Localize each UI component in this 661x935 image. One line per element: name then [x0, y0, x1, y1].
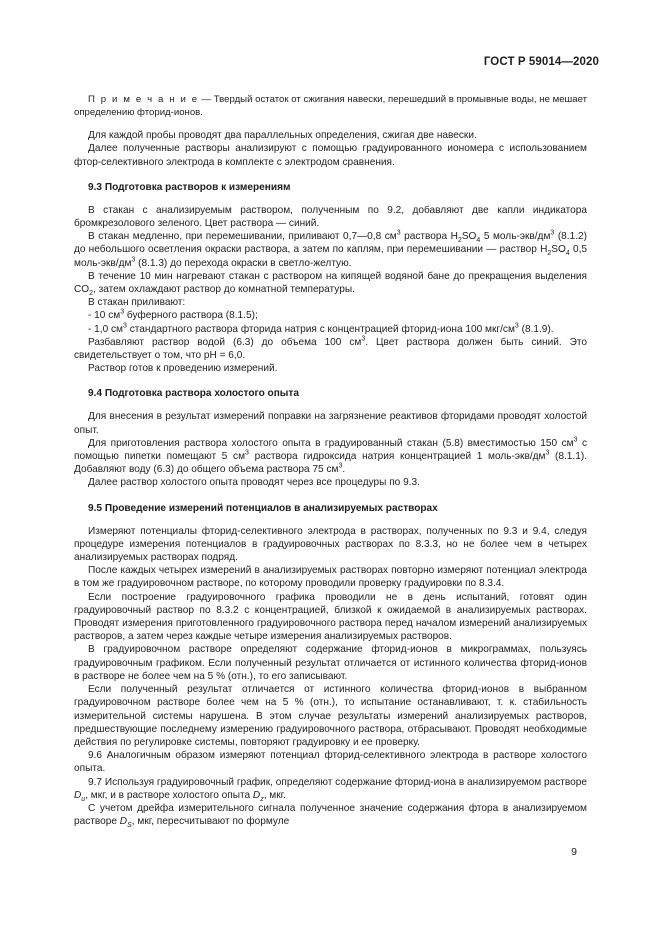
list-item-text: - 1,0 см — [88, 323, 123, 335]
list-item-text: стандартного раствора фторида натрия с концентрацией фторид-иона 100 мкг/см — [126, 323, 515, 335]
superscript: 3 — [123, 322, 127, 330]
s93-p5-text: Разбавляют раствор водой (6.3) до объема 100 см — [88, 336, 362, 348]
s95-paragraph-2: После каждых четырех измерений в анализируемых растворах повторно измеряют потенциал электрода в том же градуировочном растворе, по которому проводили проверку градуировки по 8.3.4. — [74, 565, 587, 590]
s93-paragraph-6: Раствор готов к проведению измерений. — [88, 363, 278, 375]
s94-p2-text: Для приготовления раствора холостого опыта в градуированный стакан (5.8) вместимостью 150 см — [88, 437, 574, 449]
list-item-text: - 10 см — [88, 310, 121, 322]
s93-p3-text: , затем охлаждают раствор до комнатной температуры. — [93, 284, 355, 296]
s95-paragraph-3: Если построение градуировочного графика проводили не в день испытаний, готовят один градуировочный раствор по 8.3.2 с концентрацией, близкой к ожидаемой в анализируемых растворах. Проводят измерения приготовленного градуировочного раствора перед началом измерений анализируемых растворов, а затем через каждые четыре измерения анализируемых растворов. — [74, 591, 587, 643]
section-9-3-title: 9.3 Подготовка растворов к измерениям — [88, 181, 291, 193]
intro-paragraph-2: Далее полученные растворы анализируют с помощью градуированного иономера с использованием фтор-селективного электрода в комплекте с электродом сравнения. — [74, 143, 587, 168]
s94-paragraph-3: Далее раствор холостого опыта проводят через все процедуры по 9.3. — [88, 477, 420, 489]
superscript: 3 — [396, 229, 401, 237]
section-9-4-title: 9.4 Подготовка раствора холостого опыта — [88, 388, 299, 400]
s93-p2-text: 0,5 моль-экв/дм — [74, 244, 587, 269]
list-item-text: буферного раствора (8.1.5); — [124, 310, 258, 322]
superscript: 3 — [514, 322, 519, 330]
s93-p2-text: (8.1.3) до перехода окраски в светло-желтую. — [135, 257, 352, 269]
s93-p2-text: 5 моль-экв/дм — [480, 231, 551, 243]
superscript: 3 — [550, 229, 555, 237]
s95-paragraph-5: Если полученный результат отличается от истинного количества фторид-ионов в выбранном градуировочном растворе более чем на 5 % (отн.), то испытание останавливают, т. к. стабильность измерительной системы нарушена. В этом случае результаты измерений анализируемых растворов, предшествующие последнему измерению градуировочного раствора, отбрасывают. Проводят необходимые действия по регулировке системы, повторяют градуировку и ее проверку. — [74, 684, 587, 748]
subscript: 4 — [565, 250, 570, 258]
s93-paragraph-1: В стакан с анализируемым раствором, полученным по 9.2, добавляют две капли индикатора бромкрезолового зеленого. Цвет раствора — синий. — [74, 204, 587, 229]
s93-p2-text: SO — [551, 244, 566, 256]
s97-text: С учетом дрейфа измерительного сигнала полученное значение содержания фтора в анализируемом растворе — [74, 802, 587, 828]
s93-paragraph-3 — [74, 270, 587, 296]
list-item-text: (8.1.9). — [518, 323, 554, 335]
s93-p2-text: SO — [461, 231, 477, 243]
page-content — [74, 92, 587, 828]
section-9-6-paragraph: 9.6 Аналогичным образом измеряют потенциал фторид-селективного электрода в растворе холостого опыта. — [74, 750, 587, 775]
symbol-d: D — [252, 789, 261, 801]
s93-p3-text: В течение 10 мин нагревают стакан с раствором на кипящей водяной бане до прекращения выделения CO — [74, 270, 587, 296]
s94-paragraph-1: Для внесения в результат измерений поправки на загрязнение реактивов фторидами проводят холостой опыт. — [74, 411, 587, 436]
list-item — [74, 323, 587, 336]
superscript: 3 — [361, 335, 366, 343]
s97-text: 9.7 Используя градуировочный график, определяют содержание фторид-иона в анализируемом растворе — [88, 776, 587, 788]
symbol-subscript: z — [260, 795, 264, 803]
s93-p2-text: (8.1.2) до небольшого осветления окраски раствора, а затем по каплям, при перемешивании — раствор H — [74, 231, 587, 256]
s94-p2-text: раствора гидроксида натрия концентрацией 1 моль-экв/дм — [248, 451, 546, 463]
page-number: 9 — [571, 846, 577, 858]
subscript: 4 — [476, 237, 481, 245]
symbol-subscript: u — [81, 795, 86, 803]
s94-p2-text: с помощью пипетки помещают 5 см — [74, 437, 587, 463]
subscript: 2 — [457, 237, 462, 245]
note-text: — Твердый остаток от сжигания навески, перешедший в промывные воды, не мешает определению фторид-ионов. — [74, 94, 587, 118]
s95-paragraph-1: Измеряют потенциалы фторид-селективного электрода в растворах, полученных по 9.3 и 9.4, следуя процедуре измерения потенциалов в градуировочных растворах по 8.3.3, но не более чем в четырех анализируемых растворах подряд. — [74, 525, 587, 564]
s94-p2-text: (8.1.1). Добавляют воду (6.3) до общего объема раствора 75 см — [74, 451, 588, 476]
superscript: 3 — [245, 449, 249, 457]
section-9-7-paragraph-2 — [74, 802, 587, 828]
s93-p2-text: раствора H — [400, 231, 458, 243]
superscript: 3 — [573, 436, 578, 444]
s93-paragraph-2 — [74, 230, 587, 270]
intro-paragraph-1: Для каждой пробы проводят два параллельных определения, сжигая две навески. — [88, 130, 477, 142]
note — [74, 94, 587, 119]
symbol-subscript: S — [127, 822, 132, 830]
s97-text: , мкг. — [263, 789, 286, 801]
subscript: 2 — [89, 290, 94, 298]
s95-paragraph-4: В градуировочном растворе определяют содержание фторид-ионов в микрограммах, пользуясь градуировочным графиком. Если полученный результат отличается от истинного количества фторид-ионов в растворе не более чем на 5 % (отн.), то его записывают. — [74, 644, 587, 682]
superscript: 3 — [120, 309, 125, 317]
superscript: 3 — [545, 449, 550, 457]
superscript: 3 — [131, 256, 136, 264]
symbol-d: D — [119, 816, 128, 828]
subscript: 2 — [547, 250, 552, 258]
s93-p2-text: В стакан медленно, при перемешивании, приливают 0,7—0,8 см — [88, 231, 397, 243]
s93-paragraph-4: В стакан приливают: — [88, 297, 186, 309]
s94-p2-text: . — [342, 464, 346, 476]
symbol-d: D — [74, 789, 82, 801]
s93-paragraph-5 — [74, 336, 587, 362]
section-9-7-paragraph — [74, 776, 587, 802]
s94-paragraph-2 — [74, 437, 587, 477]
s97-text: , мкг, пересчитывают по формуле — [131, 816, 290, 828]
s93-p5-text: . Цвет раствора должен быть синий. Это свидетельствует о том, что pH = 6,0. — [74, 336, 587, 362]
s97-text: , мкг, и в растворе холостого опыта — [85, 789, 253, 801]
document-id: ГОСТ Р 59014—2020 — [483, 56, 599, 68]
list-item — [74, 309, 587, 322]
section-9-5-title: 9.5 Проведение измерений потенциалов в анализируемых растворах — [88, 502, 438, 514]
note-label: П р и м е ч а н и е — [88, 94, 199, 105]
superscript: 3 — [338, 462, 343, 470]
